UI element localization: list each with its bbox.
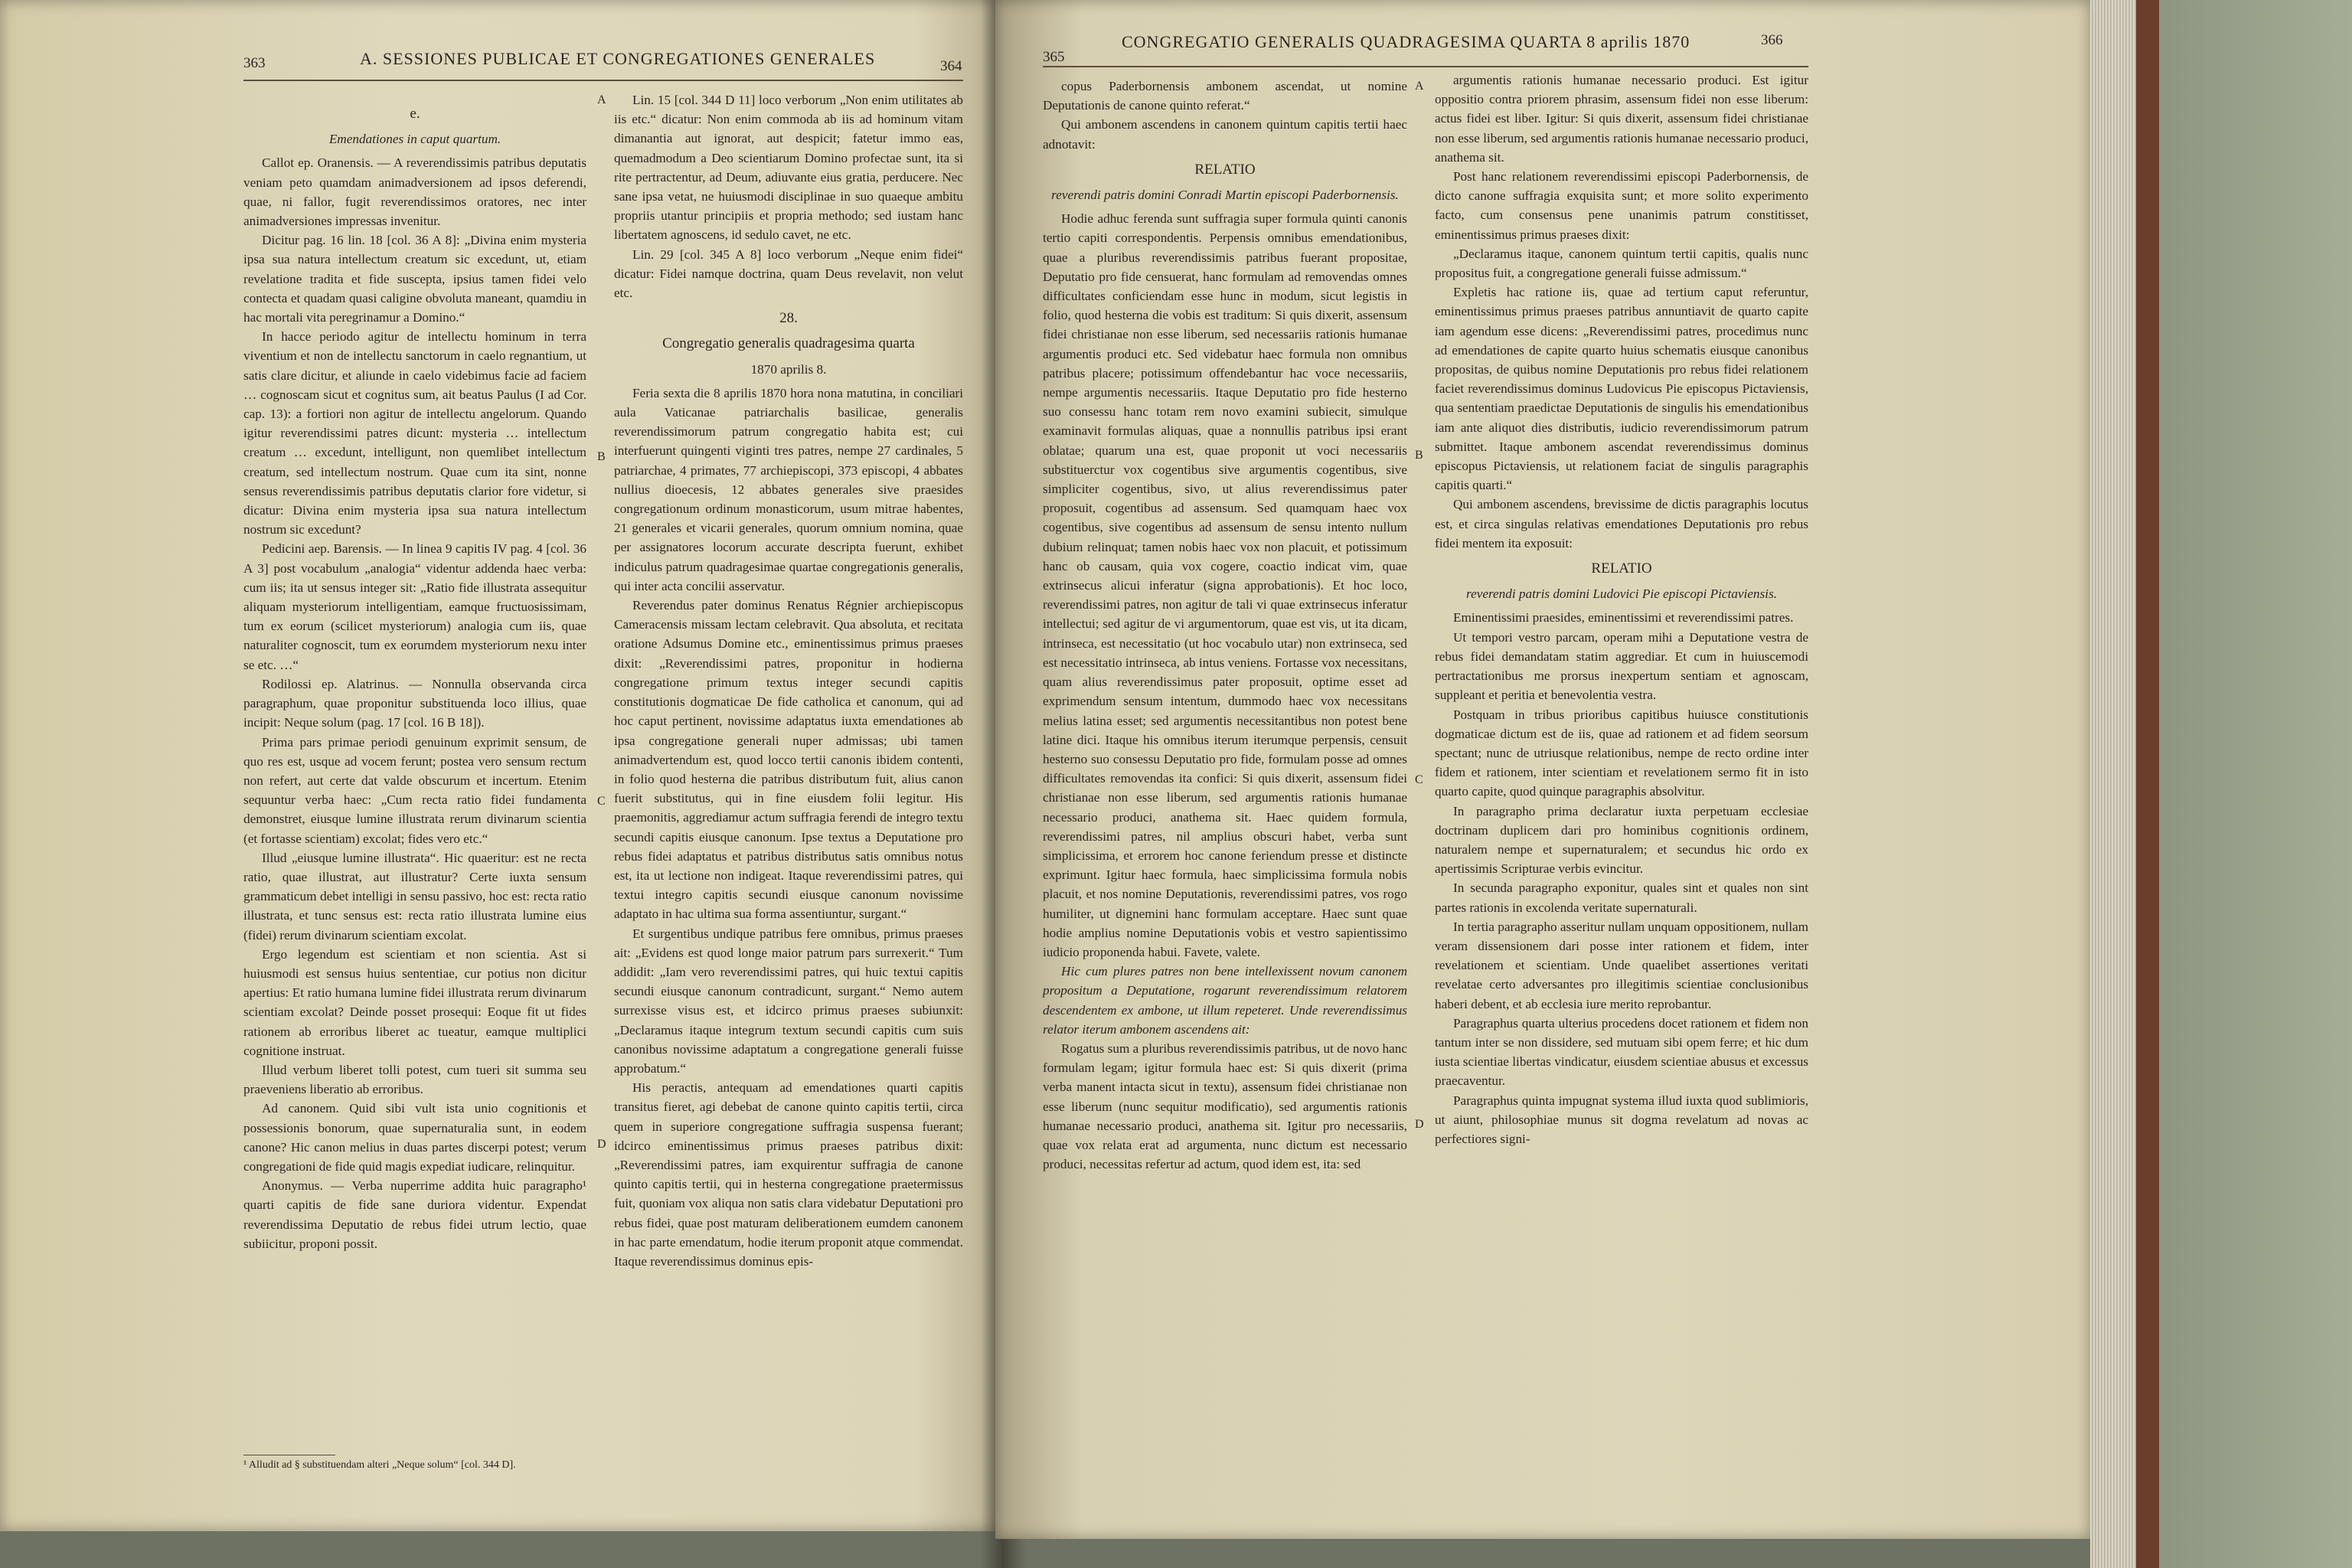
text-column-left — [243, 98, 586, 1253]
paragraph: In secunda paragrapho exponitur, quales sint et quales non sint partes rationis in excolenda veritate supernaturali. — [1435, 880, 1808, 915]
paragraph: Hodie adhuc ferenda sunt suffragia super formula quinti canonis tertio capiti correspondentis. Perpensis omnibus emendationibus, quae a pluribus reverendissimis patribus fuerant propositae, Deputatio pro fide censuerat, hanc formulam ad removendas omnes difficultates conficiendam esse hunc in modum, sicut legistis in folio, quod hesterna die vobis est traditum: Si quis dixerit, assensum fidei christianae non esse liberum, sed necessariis rationis humanae argumentis produci etc. Sed videbatur haec formula non omnibus patribus placere; potissimum offendebantur hac voce necessariis, nempe argumentis necessariis. Itaque Deputatio pro fide hesterno suo consessu hanc totam rem novo examini subiecit, simulque examinavit formulas aliquas, quae a nonnullis patribus ipsi erant oblatae; quarum una est, quae proponit ut voci necessariis substituerctur vox cogentibus sive argumentis cogentibus, sive simpliciter cogentibus, sivo, ut alius reverendissimus pater proposuit, cogentibus ad assensum. Sed quamquam haec vox cogentibus, sive cogentibus ad assensum de sensu intento nullum dubium relinquat; tamen nobis haec vox non placuit, et potissimum hanc ob causam, quia vox cogere, coactio indicat vim, quae extrinsecus alicui inferatur (signa approbationis). Et hoc loco, reverendissimi patres, non agitur de tali vi quae extrinsecus inferatur intellectui; sed agitur de vi argumentorum, quae est vis, ut ita dicam, intrinseca, est necessitatio (ut hoc vocabulo utar) non extrinseca, sed est necessitatio intrinseca, ab intus veniens. Fortasse vox necessitans, quam alius reverendissimus pater proposuit, optime esset ad exprimendum sensum intentum, dummodo haec vox necessitans melius latina esset; sed argumentis necessitantibus non potest bene latine dici. Itaque his omnibus iterum iterumque perpensis, censuit hesterno suo consessu Deputatio pro fide, formulam posse ad omnes difficultates removendas ita confici: Si quis dixerit, assensum fidei christianae non esse liberum, sed argumentis rationis humanae necessario produci, anathema sit. Haec quidem formula, reverendissimi patres, nil amplius obscuri habet, verba sunt simplicissima, et errorem hoc canone feriendum presse et distincte exprimunt. Igitur haec formula, haec simplicissima formula nobis placuit, et nos nomine Deputationis, reverendissimi patres, vos rogo humiliter, ut dignemini hanc formulam acceptare. Haec sunt quae hodie amplius nomine Deputationis vobis et vestro sapientissimo iudicio proponenda habui. Favete, valete. — [1043, 211, 1407, 959]
paragraph: Qui ambonem ascendens in canonem quintum capitis tertii haec adnotavit: — [1043, 117, 1407, 152]
margin-letter: C — [1415, 773, 1423, 786]
paragraph: reverendi patris domini Ludovici Pie episcopi Pictaviensis. — [1466, 586, 1777, 602]
page-number: 364 — [940, 58, 962, 74]
paragraph: Prima pars primae periodi genuinum exprimit sensum, de quo res est, usque ad vocem ferunt; postea vero sensum rectum non refert, aut certe dat valde obscurum et incertum. Etenim sequuntur verba haec: „Cum recta ratio fidei fundamenta demonstret, eiusque lumine illustrata rerum divinarum scientia (et fortasse scientiam) excolat; fides vero etc.“ — [243, 734, 586, 846]
right-page — [995, 0, 2090, 1539]
footnote: ¹ Alludit ad § substituendam alteri „Neque solum“ [col. 344 D]. — [243, 1459, 516, 1471]
text-column-right — [1435, 70, 1808, 1148]
paragraph: Illud verbum liberet tolli potest, cum tueri sit summa seu praeveniens liberatio ab erroribus. — [243, 1062, 586, 1097]
margin-letter: C — [597, 795, 606, 808]
margin-letter: B — [597, 450, 606, 463]
paragraph: In paragrapho prima declaratur iuxta perpetuam ecclesiae doctrinam duplicem dari pro hominibus cognitionis ordinem, naturalem nempe et supernaturalem; et secundus hic ordo ex apertissimis Scripturae verbis evincitur. — [1435, 803, 1808, 877]
paragraph: Congregatio generalis quadragesima quarta — [662, 335, 915, 352]
margin-letter: D — [1415, 1118, 1424, 1131]
paragraph: RELATIO — [1194, 161, 1256, 178]
paragraph: Ut tempori vestro parcam, operam mihi a Deputatione vestra de rebus fidei demandatam statim aggrediar. Et cum in huiuscemodi pertractationibus me prorsus inexpertum sentiam et agnoscam, suppleant et peritia et benevolentia vestra. — [1435, 629, 1808, 703]
paragraph: Feria sexta die 8 aprilis 1870 hora nona matutina, in conciliari aula Vaticanae patriarchalis basilicae, generalis reverendissimorum patrum congregatio habita est; cui interfuerunt quingenti viginti tres patres, nempe 27 cardinales, 5 patriarchae, 4 primates, 77 archiepiscopi, 373 episcopi, 4 abbates nullius dioecesis, 12 abbates generales sive praesides congregationum ordinum monasticorum, usum mitrae habentes, 21 generales et vicarii generales, quorum omnium nomina, quae per assignatores locorum accurate descripta fuerunt, exhibet indiculus patrum quadragesimae quartae congregationis generalis, qui inter acta concilii asservatur. — [614, 385, 963, 593]
paragraph: Rodilossi ep. Alatrinus. — Nonnulla observanda circa paragraphum, quae proponitur substituenda loco illius, quae incipit: Neque solum (pag. 17 [col. 16 B 18]). — [243, 676, 586, 730]
paragraph: Callot ep. Oranensis. — A reverendissimis patribus deputatis veniam peto quamdam animadversionem ad ipsos deferendi, quae, ni fallor, fugit reverendissimos oratores, nec inter animadversiones impressas invenitur. — [243, 155, 586, 229]
paragraph: In hacce periodo agitur de intellectu hominum in terra viventium et non de intellectu sanctorum in caelo regnantium, ut satis clare dicitur, et aliunde in caelo videbimus facie ad faciem … cognoscam sicut et cognitus sum, ait beatus Paulus (I ad Cor. cap. 13): a fortiori non agitur de intellectu angelorum. Quando igitur reverendissimi patres dicunt: mysteria … intellectum creatum … excedunt, intelligunt, non quemlibet intellectum creatum, sed intellectum nostrum. Quae cum ita sint, nonne sensus reverendissimis patribus deputatis clarior fore videtur, si dicatur: Divina enim mysteria ipsa sua natura intellectum nostrum sic excedunt? — [243, 329, 586, 537]
paragraph: Postquam in tribus prioribus capitibus huiusce constitutionis dogmaticae dictum est de iis, quae ad rationem et ad fidem seorsum spectant; nunc de utriusque relationibus, nempe de recto ordine inter fidem et rationem, inter scientiam et revelationem sermo fit in isto quarto capite, quod quinque paragraphis absolvitur. — [1435, 707, 1808, 799]
paragraph: Ad canonem. Quid sibi vult ista unio cognitionis et possessionis bonorum, quae supernaturalia sunt, in eodem canone? Hic canon melius in duas partes discerpi potest; verum congregationi de fide quid magis expediat iudicare, relinquitur. — [243, 1101, 586, 1174]
paragraph: Anonymus. — Verba nuperrime addita huic paragrapho¹ quarti capitis de fide sane duriora videntur. Expendat reverendissima Deputatio de rebus fidei utrum lectio, quae subiicitur, proponi possit. — [243, 1178, 586, 1251]
paragraph: Ergo legendum est scientiam et non scientia. Ast si huiusmodi est sensus huius sententiae, cur potius non dicitur apertius: Et ratio humana lumine fidei illustrata rerum divinarum scientiam excolat? Deinde posset prosequi: Eoque fit ut fides rationem ab erroribus liberet ac tueatur, eamque multiplici cognitione instruat. — [243, 946, 586, 1058]
paragraph: 28. — [779, 310, 798, 327]
paragraph: Expletis hac ratione iis, quae ad tertium caput referuntur, eminentissimus primus praeses patribus annuntiavit de quarto capite iam agendum esse dicens: „Reverendissimi patres, procedimus nunc ad emendationes de capite quarto huius schematis eiusque canonibus propositas, de quibus nomine Deputationis pro rebus fidei relationem faciet reverendissimus dominus Ludovicus Pie episcopus Pictaviensis, qua sententiam praedictae Deputationis de singulis his emendationibus iam ante aliquot dies distributis, iudicio reverendissimorum patrum submittet. Itaque ambonem ascendat reverendissimus dominus episcopus Pictaviensis, ut relationem faciat de singulis paragraphis capitis quarti.“ — [1435, 285, 1808, 493]
page-number: 365 — [1043, 49, 1065, 65]
margin-letter: B — [1415, 449, 1423, 462]
paragraph: His peractis, antequam ad emendationes quarti capitis transitus fieret, agi debebat de canone quinto capitis tertii, circa quem in superiore congregatione suffragia suspensa fuerant; idcirco eminentissimus primus praeses patribus dixit: „Reverendissimi patres, iam exquirentur suffragia de canone quinto capitis tertii, qui in hesterna congregatione praetermissus fuit, quoniam vox aliqua non satis clara videbatur Deputationi pro rebus fidei, quae post maturam deliberationem eumdem canonem in hac parte emendatum, hodie iterum proponit atque commendat. Itaque reverendissimus dominus epis- — [614, 1080, 963, 1269]
paragraph: Illud „eiusque lumine illustrata“. Hic quaeritur: est ne recta ratio, quae illustrat, aut illustratur? Certe iuxta sensum grammaticum debet intelligi in sensu passivo, hoc est: recta ratio illustrata, et tunc sensus est: recta ratio illustrata lumine eius (fidei) rerum divinarum scientiam excolat. — [243, 850, 586, 942]
paragraph: Post hanc relationem reverendissimi episcopi Paderbornensis, de dicto canone suffragia exquisita sunt; et more solito experimento facto, cum consensus pene unanimis patrum constitisset, eminentissimus primus praeses dixit: — [1435, 169, 1808, 242]
paragraph: reverendi patris domini Conradi Martin episcopi Paderbornensis. — [1051, 188, 1399, 203]
paragraph: Pedicini aep. Barensis. — In linea 9 capitis IV pag. 4 [col. 36 A 3] post vocabulum „analogia“ videntur addenda haec verba: cum iis; ita ut sensus integer sit: „Ratio fide illustrata assequitur aliquam mysteriorum intelligentiam, eamque fructuosissimam, tum ex eorum (scilicet mysteriorum) analogia cum iis, quae naturaliter cognoscit, tum ex eorumdem mysteriorum nexu inter se etc. …“ — [243, 541, 586, 672]
paragraph: e. — [410, 106, 420, 122]
paragraph: Emendationes in caput quartum. — [328, 132, 501, 147]
paragraph: RELATIO — [1591, 560, 1652, 577]
paragraph: Paragraphus quinta impugnat systema illud iuxta quod sublimioris, ut aiunt, philosophiae munus sit dogma revelatum ad novas ac perfectiores signi- — [1435, 1093, 1808, 1146]
paragraph: Qui ambonem ascendens, brevissime de dictis paragraphis locutus est, et circa singulas relativas emendationes Deputationis pro rebus fidei mentem ita exposuit: — [1435, 497, 1808, 550]
margin-letter: D — [597, 1138, 606, 1151]
text-column-left — [1043, 77, 1407, 1174]
running-header: CONGREGATIO GENERALIS QUADRAGESIMA QUARTA 8 aprilis 1870 — [1122, 32, 1690, 51]
paragraph: Reverendus pater dominus Renatus Régnier archiepiscopus Cameracensis missam lectam celebravit. Qua absoluta, et recitata oratione Adsumus Domine etc., eminentissimus primus praeses dixit: „Reverendissimi patres, proponitur in hodierna congregatione primum textus integer secundi capitis constitutionis dogmaticae De fide catholica et canonum, qui ad hoc caput pertinent, novissime adaptatus iuxta emendationes ab ipsa congregatione generali nuper admissas; ubi tamen animadvertendum est, quod locco tertii canonis ibidem contenti, in folio quod hesterna die patribus distributum fuit, alius canon fuerit substitutus, qui in fine eiusdem folii legitur. His praemonitis, aggrediamur actum suffragia ferendi de integro textu secundi capitis eiusque canonum. Ipse textus a Deputatione pro rebus fidei adaptatus et patribus distributus satis omnibus notus est, ita ut lectione non indigeat. Itaque reverendissimi patres, qui textui integro capitis secundi eiusque canonum novissime adaptato in hac ultima sua forma assentiuntur, surgant.“ — [614, 598, 963, 922]
paragraph: Hic cum plures patres non bene intellexissent novum canonem propositum a Deputatione, rogarunt reverendissimum relatorem descendentem ex ambone, ut illum repeteret. Unde reverendissimus relator iterum ambonem ascendens ait: — [1043, 964, 1407, 1037]
header-rule — [1043, 66, 1808, 67]
paragraph: Rogatus sum a pluribus reverendissimis patribus, ut de novo hanc formulam legam; igitur formula haec est: Si quis dixerit (prima verba manent intacta sicut in textu), assensum fidei christianae non esse liberum (nunc sequitur modificatio), sed argumentis rationis humanae necessario produci, anathema sit. Igitur pro necessariis, quae vox relata erat ad argumenta, nunc dictum est necessario produci, necessitas refertur ad actum, quod idem est, ita: sed — [1043, 1040, 1407, 1172]
paragraph: 1870 aprilis 8. — [750, 361, 827, 377]
background-cloth — [2159, 0, 2352, 1568]
paragraph: Lin. 29 [col. 345 A 8] loco verborum „Neque enim fidei“ dicatur: Fidei namque doctrina, quam Deus revelavit, non velut etc. — [614, 247, 963, 301]
paragraph: argumentis rationis humanae necessario produci. Est igitur oppositio contra priorem phrasim, assensum fidei non esse liberum: actus fidei est liber. Igitur: Si quis dixerit, assensum fidei christianae non esse liberum, sed argumentis rationis humanae necessario produci, anathema sit. — [1435, 73, 1808, 165]
header-rule — [243, 80, 963, 81]
text-column-right — [614, 90, 963, 1271]
paragraph: copus Paderbornensis ambonem ascendat, ut nomine Deputationis de canone quinto referat.“ — [1043, 79, 1407, 113]
paragraph: Eminentissimi praesides, eminentissimi et reverendissimi patres. — [1453, 610, 1794, 626]
page-number: 366 — [1761, 32, 1783, 48]
book-cover-board — [2136, 0, 2159, 1568]
running-header: A. SESSIONES PUBLICAE ET CONGREGATIONES GENERALES — [360, 49, 876, 68]
margin-letter: A — [597, 93, 606, 106]
left-page — [0, 0, 995, 1531]
paragraph: Lin. 15 [col. 344 D 11] loco verborum „Non enim utilitates ab iis etc.“ dicatur: Non enim commoda ab iis ad hominum vitam dimanantia aut ignorat, aut despicit; fatetur immo eas, quemadmodum a Deo scientiarum Domino profectae sunt, ita si rite pertractentur, ad Deum, adiuvante eius gratia, perducere. Nec sane ipsa vetat, ne huiusmodi disciplinae in suo quaeque ambitu propriis utantur principiis et propria methodo; sed iustam hanc libertatem agnoscens, id sedulo cavet, ne etc. — [614, 93, 963, 243]
page-block-edge — [2090, 0, 2136, 1568]
page-number: 363 — [243, 55, 266, 71]
paragraph: „Declaramus itaque, canonem quintum tertii capitis, qualis nunc propositus fuit, a congregatione generali fuisse admissum.“ — [1435, 246, 1808, 281]
margin-letter: A — [1415, 80, 1424, 93]
paragraph: Paragraphus quarta ulterius procedens docet rationem et fidem non tantum inter se non dissidere, sed mutuam sibi opem ferre; et hic dum iusta scientiae libertas vindicatur, eiusdem scientiae abusus et excessus praecaventur. — [1435, 1015, 1808, 1089]
paragraph: In tertia paragrapho asseritur nullam unquam oppositionem, nullam veram dissensionem dari posse inter rationem et fidem, inter revelationem et scientiam. Unde quaelibet assertiones veritati revelatae certo adversantes pro illegitimis scientiae conclusionibus haberi debent, et ab ecclesia iure merito reprobantur. — [1435, 919, 1808, 1011]
paragraph: Et surgentibus undique patribus fere omnibus, primus praeses ait: „Evidens est quod longe maior patrum pars surrexerit.“ Tum addidit: „Iam vero reverendissimi patres, qui huic textui capitis secundi eiusque canonum contradicunt, surgant.“ Nemo autem surrexisse visus est, et idcirco primus praeses subiunxit: „Declaramus itaque integrum textum secundi capitis cum suis canonibus novissime adaptatum a congregatione generali fuisse approbatum.“ — [614, 926, 963, 1076]
paragraph: Dicitur pag. 16 lin. 18 [col. 36 A 8]: „Divina enim mysteria ipsa sua natura intellectum creatum sic excedunt, ut, etiam revelatione tradita et fide suscepta, ipsius tamen fidei velo contecta et quadam quasi caligine obvoluta maneant, quamdiu in hac mortali vita peregrinamur a Domino.“ — [243, 233, 586, 325]
